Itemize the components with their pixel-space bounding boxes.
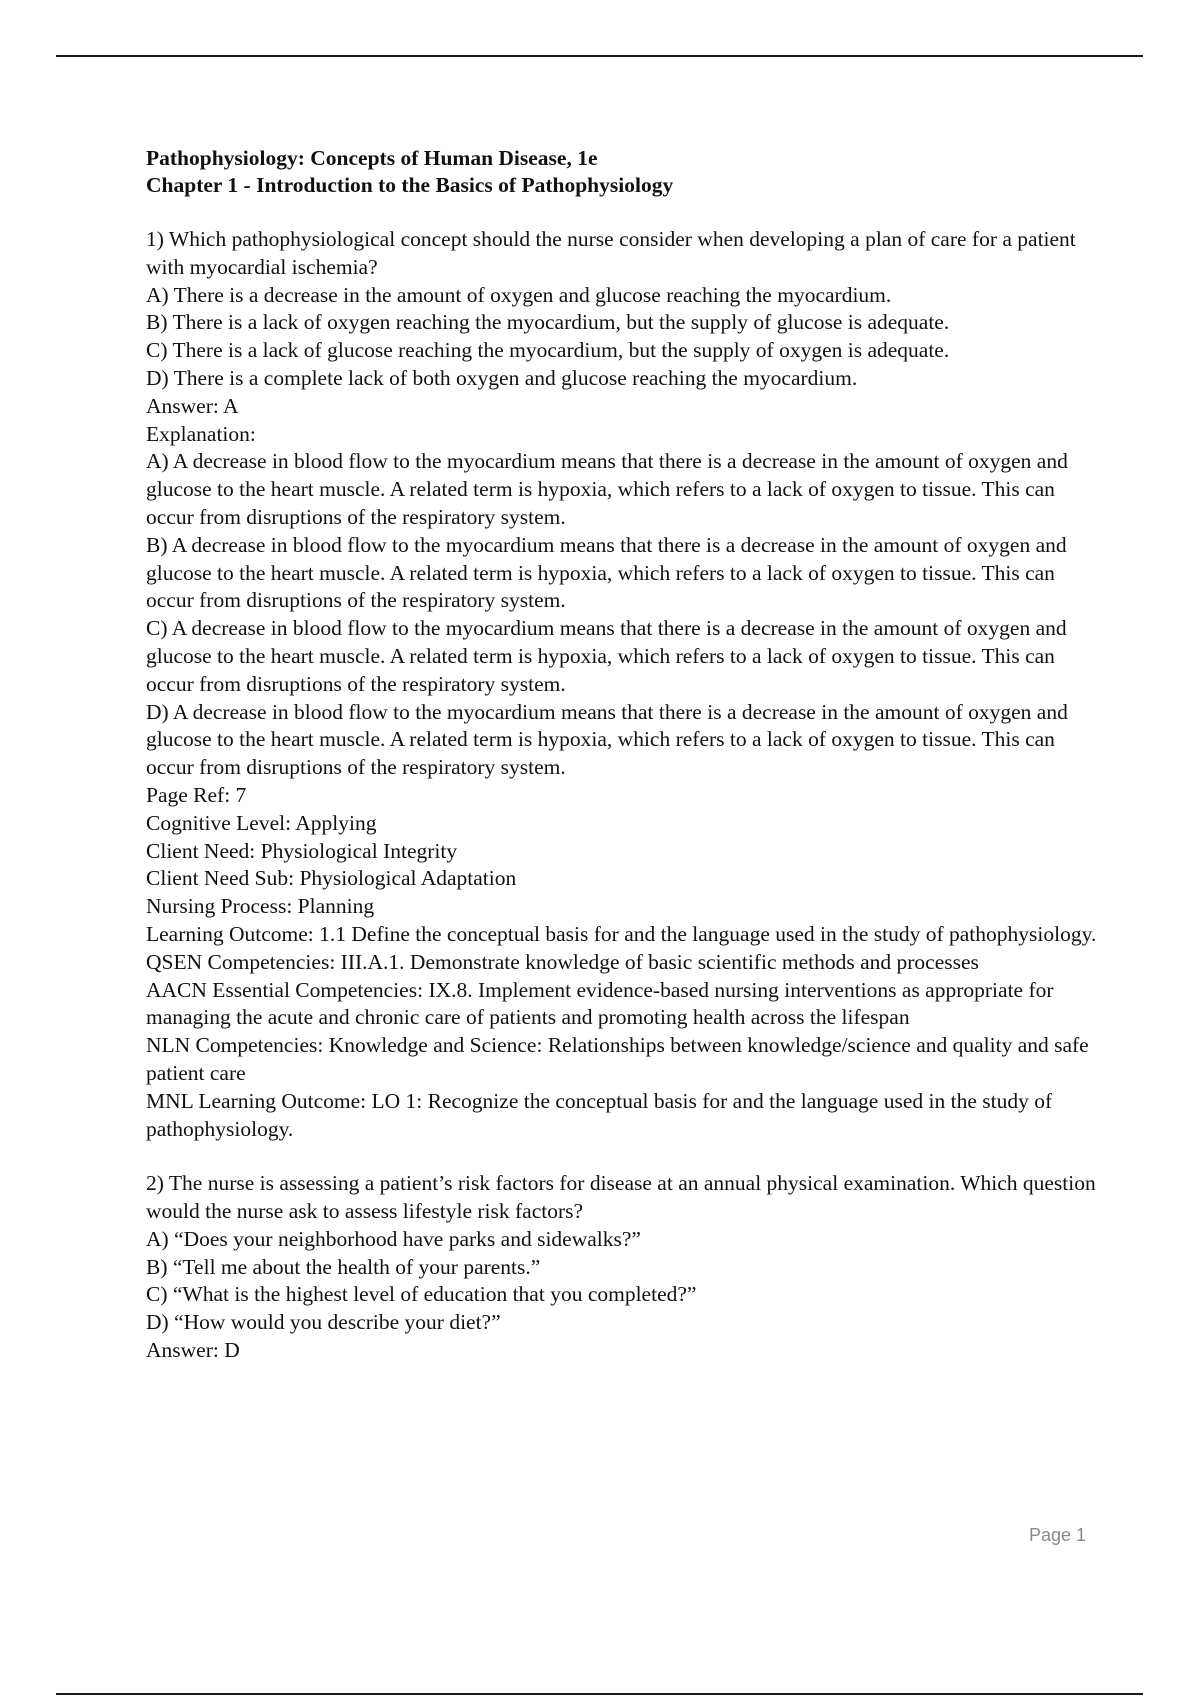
q1-answer: Answer: A [146, 393, 239, 418]
q1-option-b: B) There is a lack of oxygen reaching the myocardium, but the supply of glucose is adequate. [146, 310, 950, 335]
question-1-stem: 1) Which pathophysiological concept should the nurse consider when developing a plan of care for a patient with myocardial ischemia? [146, 227, 1076, 279]
q2-option-d: D) “How would you describe your diet?” [146, 1310, 501, 1335]
q1-option-d: D) There is a complete lack of both oxygen and glucose reaching the myocardium. [146, 365, 858, 390]
q1-aacn: AACN Essential Competencies: IX.8. Implement evidence-based nursing interventions as appropriate for managing the acute and chronic care of patients and promoting health across the lifespan [146, 977, 1054, 1030]
q1-mnl: MNL Learning Outcome: LO 1: Recognize the conceptual basis for and the language used in the study of pathophysiology. [146, 1088, 1053, 1141]
q1-option-c: C) There is a lack of glucose reaching the myocardium, but the supply of oxygen is adequate. [146, 338, 950, 363]
q2-option-a: A) “Does your neighborhood have parks and sidewalks?” [146, 1226, 641, 1251]
bottom-rule [56, 1693, 1143, 1695]
q2-option-b: B) “Tell me about the health of your parents.” [146, 1254, 541, 1279]
q1-client-need: Client Need: Physiological Integrity [146, 838, 458, 863]
q1-learning-outcome: Learning Outcome: 1.1 Define the conceptual basis for and the language used in the study of pathophysiology. [146, 921, 1097, 946]
q1-explanation-label: Explanation: [146, 421, 256, 446]
page-number: Page 1 [1028, 1525, 1086, 1545]
q1-explanation-a: A) A decrease in blood flow to the myocardium means that there is a decrease in the amount of oxygen and glucose to the heart muscle. A related term is hypoxia, which refers to a lack of oxygen to tissue. This can occur from disruptions of the respiratory system. [146, 449, 1068, 529]
q1-client-need-sub: Client Need Sub: Physiological Adaptation [146, 866, 517, 891]
top-rule [56, 55, 1143, 57]
question-1 [146, 226, 1101, 1143]
q1-explanation-b: B) A decrease in blood flow to the myocardium means that there is a decrease in the amount of oxygen and glucose to the heart muscle. A related term is hypoxia, which refers to a lack of oxygen to tissue. This can occur from disruptions of the respiratory system. [146, 532, 1067, 613]
document-body [146, 145, 1101, 1365]
q2-option-c: C) “What is the highest level of education that you completed?” [146, 1282, 697, 1307]
chapter-title: Chapter 1 - Introduction to the Basics of Pathophysiology [146, 173, 674, 197]
question-2 [146, 1170, 1101, 1365]
q1-nln: NLN Competencies: Knowledge and Science: Relationships between knowledge/science and quality and safe patient care [146, 1033, 1089, 1085]
q1-nursing-process: Nursing Process: Planning [146, 894, 375, 919]
q1-option-a: A) There is a decrease in the amount of oxygen and glucose reaching the myocardium. [146, 282, 892, 307]
book-title: Pathophysiology: Concepts of Human Disease, 1e [146, 146, 598, 170]
q2-answer: Answer: D [146, 1338, 240, 1363]
q1-explanation-d: D) A decrease in blood flow to the myocardium means that there is a decrease in the amount of oxygen and glucose to the heart muscle. A related term is hypoxia, which refers to a lack of oxygen to tissue. This can occur from disruptions of the respiratory system. [146, 699, 1068, 780]
q1-page-ref: Page Ref: 7 [146, 782, 247, 807]
q1-cognitive-level: Cognitive Level: Applying [146, 810, 377, 835]
question-2-stem: 2) The nurse is assessing a patient’s risk factors for disease at an annual physical examination. Which question would the nurse ask to assess lifestyle risk factors? [146, 1171, 1096, 1224]
q1-explanation-c: C) A decrease in blood flow to the myocardium means that there is a decrease in the amount of oxygen and glucose to the heart muscle. A related term is hypoxia, which refers to a lack of oxygen to tissue. This can occur from disruptions of the respiratory system. [146, 616, 1067, 696]
q1-qsen: QSEN Competencies: III.A.1. Demonstrate knowledge of basic scientific methods and processes [146, 949, 979, 974]
